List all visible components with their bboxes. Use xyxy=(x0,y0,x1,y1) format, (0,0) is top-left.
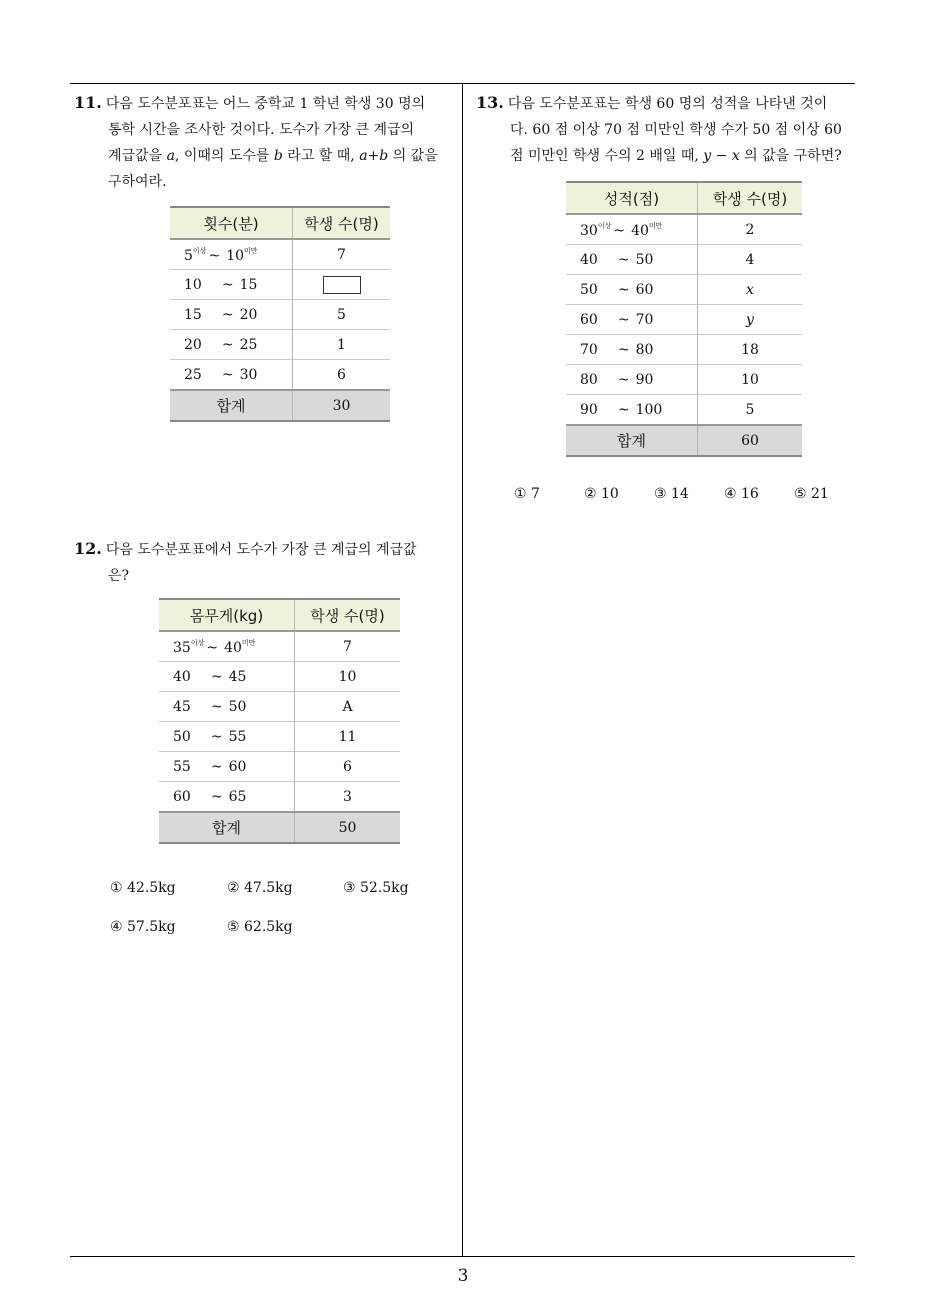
frequency-cell xyxy=(295,662,401,692)
interval-low: 60 xyxy=(173,788,191,805)
interval-low: 70 xyxy=(580,341,598,358)
interval-high: 65 xyxy=(228,788,247,805)
interval-high: 30 xyxy=(239,366,258,383)
frequency-value: 2 xyxy=(745,221,755,238)
frequency-value: 5 xyxy=(745,401,755,418)
frequency-value: 5 xyxy=(337,306,346,323)
class-interval xyxy=(170,270,293,300)
table-row xyxy=(566,395,802,426)
interval-low: 45 xyxy=(173,698,191,715)
class-interval xyxy=(159,662,295,692)
table-row xyxy=(566,275,802,305)
interval-sep: ~ xyxy=(221,336,234,353)
frequency-table-11 xyxy=(170,206,390,422)
var-a: a xyxy=(166,148,175,164)
var-b: b xyxy=(273,148,283,164)
class-interval xyxy=(170,239,293,270)
interval-high: 80 xyxy=(635,341,654,358)
interval-low: 40 xyxy=(580,251,598,268)
interval-low: 90 xyxy=(580,401,598,418)
frequency-cell xyxy=(295,752,401,782)
problem-11-line-3: 계급값을 a, 이때의 도수를 b 라고 할 때, a+b 의 값을 xyxy=(108,148,438,164)
interval-sep: ~ xyxy=(617,311,630,328)
frequency-value: x xyxy=(746,281,754,298)
interval-low: 25 xyxy=(184,366,202,383)
table-row xyxy=(566,305,802,335)
interval-sep: ~ xyxy=(210,788,223,805)
class-interval xyxy=(566,214,698,245)
table-header: 학생 수(명) xyxy=(293,207,391,239)
interval-sep: ~ xyxy=(221,366,234,383)
table-row xyxy=(566,214,802,245)
choice-5[interactable]: ⑤ 62.5kg xyxy=(227,919,293,935)
choice-3[interactable]: ③ 52.5kg xyxy=(343,880,409,896)
frequency-value: 3 xyxy=(343,788,352,805)
choice-3[interactable]: ③ 14 xyxy=(654,486,689,502)
total-label: 합계 xyxy=(170,390,293,421)
table-header: 몸무게(kg) xyxy=(159,599,295,631)
total-value: 50 xyxy=(295,812,401,843)
interval-sep: ~ xyxy=(221,276,234,293)
interval-low: 35 xyxy=(173,639,191,656)
class-interval xyxy=(566,365,698,395)
choice-1[interactable]: ① 42.5kg xyxy=(110,880,176,896)
total-row xyxy=(170,390,390,421)
table-header: 성적(점) xyxy=(566,182,698,214)
frequency-cell xyxy=(295,782,401,813)
class-interval xyxy=(170,360,293,391)
choice-2[interactable]: ② 47.5kg xyxy=(227,880,293,896)
class-interval xyxy=(159,722,295,752)
problem-13-number: 13. xyxy=(476,93,504,112)
interval-sep: ~ xyxy=(210,668,223,685)
class-interval xyxy=(170,330,293,360)
interval-high: 45 xyxy=(228,668,247,685)
frequency-cell xyxy=(293,300,391,330)
class-interval xyxy=(159,692,295,722)
frequency-value: 11 xyxy=(338,728,357,745)
problem-11-line-1: 다음 도수분포표는 어느 중학교 1 학년 학생 30 명의 xyxy=(105,96,426,112)
interval-low: 50 xyxy=(173,728,191,745)
interval-sep: ~ xyxy=(617,401,630,418)
frequency-cell xyxy=(698,335,803,365)
problem-12 xyxy=(74,536,417,589)
total-label: 합계 xyxy=(159,812,295,843)
problem-13-line-3: 점 미만인 학생 수의 2 배일 때, y − x 의 값을 구하면? xyxy=(510,148,842,164)
frequency-value: 10 xyxy=(338,668,357,685)
table-row xyxy=(159,662,400,692)
total-label: 합계 xyxy=(566,425,698,456)
frequency-cell xyxy=(295,722,401,752)
total-row xyxy=(566,425,802,456)
interval-low: 15 xyxy=(184,306,202,323)
interval-sep: ~ xyxy=(210,698,223,715)
frequency-value: 18 xyxy=(741,341,759,358)
table-row xyxy=(159,782,400,813)
choice-2[interactable]: ② 10 xyxy=(584,486,619,502)
interval-sep: ~ xyxy=(613,222,626,239)
interval-low: 50 xyxy=(580,281,598,298)
problem-12-line-1: 다음 도수분포표에서 도수가 가장 큰 계급의 계급값 xyxy=(105,542,417,558)
interval-high: 70 xyxy=(635,311,654,328)
expr-a-plus-b: a+b xyxy=(359,148,389,164)
class-interval xyxy=(566,305,698,335)
frequency-cell xyxy=(698,214,803,245)
interval-sep: ~ xyxy=(221,306,234,323)
choice-1[interactable]: ① 7 xyxy=(514,486,540,502)
class-interval xyxy=(566,245,698,275)
interval-high: 40 xyxy=(224,639,242,656)
frequency-cell xyxy=(295,631,401,662)
frequency-cell xyxy=(293,360,391,391)
frequency-value: 6 xyxy=(343,758,352,775)
table-row xyxy=(170,239,390,270)
problem-12-line-2: 은? xyxy=(108,568,130,584)
frequency-cell xyxy=(698,305,803,335)
total-value: 30 xyxy=(293,390,391,421)
table-row xyxy=(566,245,802,275)
interval-high: 40 xyxy=(631,222,649,239)
interval-high: 10 xyxy=(226,247,245,264)
frequency-cell xyxy=(698,245,803,275)
table-row xyxy=(566,365,802,395)
table-row xyxy=(159,692,400,722)
frequency-cell xyxy=(698,395,803,426)
choice-5[interactable]: ⑤ 21 xyxy=(794,486,829,502)
table-row xyxy=(170,330,390,360)
interval-high: 60 xyxy=(228,758,247,775)
class-interval xyxy=(566,395,698,426)
interval-low: 60 xyxy=(580,311,598,328)
frequency-cell xyxy=(698,365,803,395)
interval-high: 100 xyxy=(635,401,663,418)
blank-answer-box[interactable] xyxy=(323,276,361,294)
table-header: 횟수(분) xyxy=(170,207,293,239)
bottom-rule xyxy=(70,1256,855,1257)
problem-11-line-4: 구하여라. xyxy=(108,174,167,190)
frequency-cell xyxy=(293,270,391,300)
frequency-value: 6 xyxy=(337,366,346,383)
interval-low: 55 xyxy=(173,758,191,775)
frequency-value: 7 xyxy=(343,638,352,655)
class-interval xyxy=(159,752,295,782)
choice-4[interactable]: ④ 16 xyxy=(724,486,759,502)
interval-sep: ~ xyxy=(210,758,223,775)
interval-high: 90 xyxy=(635,371,654,388)
table-row xyxy=(159,631,400,662)
interval-high: 50 xyxy=(635,251,654,268)
frequency-table-13 xyxy=(566,181,802,457)
problem-11 xyxy=(74,90,438,195)
table-row xyxy=(159,722,400,752)
sup-label-low: 이상 xyxy=(192,246,207,255)
sup-label-high: 미만 xyxy=(648,221,663,230)
frequency-cell xyxy=(698,275,803,305)
page-number: 3 xyxy=(457,1266,469,1286)
frequency-cell xyxy=(295,692,401,722)
table-header: 학생 수(명) xyxy=(698,182,803,214)
interval-high: 50 xyxy=(228,698,247,715)
class-interval xyxy=(170,300,293,330)
table-row xyxy=(170,270,390,300)
column-divider xyxy=(462,83,463,1256)
problem-13-line-1: 다음 도수분포표는 학생 60 명의 성적을 나타낸 것이 xyxy=(507,96,828,112)
class-interval xyxy=(566,275,698,305)
problem-11-line-2: 통학 시간을 조사한 것이다. 도수가 가장 큰 계급의 xyxy=(108,122,415,138)
choice-4[interactable]: ④ 57.5kg xyxy=(110,919,176,935)
interval-sep: ~ xyxy=(206,639,219,656)
problem-13 xyxy=(476,90,842,169)
interval-high: 60 xyxy=(635,281,654,298)
table-row xyxy=(170,360,390,391)
class-interval xyxy=(566,335,698,365)
total-row xyxy=(159,812,400,843)
frequency-table-12 xyxy=(159,598,400,844)
frequency-value: 1 xyxy=(337,336,346,353)
sup-label-high: 미만 xyxy=(241,638,256,647)
problem-12-number: 12. xyxy=(74,539,102,558)
interval-sep: ~ xyxy=(210,728,223,745)
class-interval xyxy=(159,782,295,813)
interval-low: 40 xyxy=(173,668,191,685)
interval-sep: ~ xyxy=(208,247,221,264)
frequency-value: y xyxy=(746,311,754,328)
interval-low: 20 xyxy=(184,336,202,353)
interval-low: 5 xyxy=(184,247,193,264)
problem-13-line-2: 다. 60 점 이상 70 점 미만인 학생 수가 50 점 이상 60 xyxy=(510,122,842,138)
class-interval xyxy=(159,631,295,662)
sup-label-high: 미만 xyxy=(244,246,258,255)
interval-sep: ~ xyxy=(617,281,630,298)
interval-high: 20 xyxy=(239,306,258,323)
frequency-value: 4 xyxy=(745,251,755,268)
interval-low: 10 xyxy=(184,276,202,293)
interval-high: 15 xyxy=(239,276,258,293)
frequency-value: 7 xyxy=(337,246,346,263)
interval-sep: ~ xyxy=(617,341,630,358)
frequency-cell xyxy=(293,239,391,270)
interval-sep: ~ xyxy=(617,371,630,388)
interval-high: 55 xyxy=(228,728,247,745)
interval-sep: ~ xyxy=(617,251,630,268)
table-row xyxy=(159,752,400,782)
table-row xyxy=(566,335,802,365)
frequency-value: 10 xyxy=(741,371,759,388)
problem-11-number: 11. xyxy=(74,93,102,112)
total-value: 60 xyxy=(698,425,803,456)
interval-low: 80 xyxy=(580,371,598,388)
table-header: 학생 수(명) xyxy=(295,599,401,631)
interval-low: 30 xyxy=(580,222,598,239)
table-row xyxy=(170,300,390,330)
expr-y-minus-x: y − x xyxy=(703,148,740,164)
interval-high: 25 xyxy=(239,336,258,353)
frequency-value: A xyxy=(342,698,353,715)
sup-label-low: 이상 xyxy=(190,638,205,647)
sup-label-low: 이상 xyxy=(597,221,612,230)
frequency-cell xyxy=(293,330,391,360)
